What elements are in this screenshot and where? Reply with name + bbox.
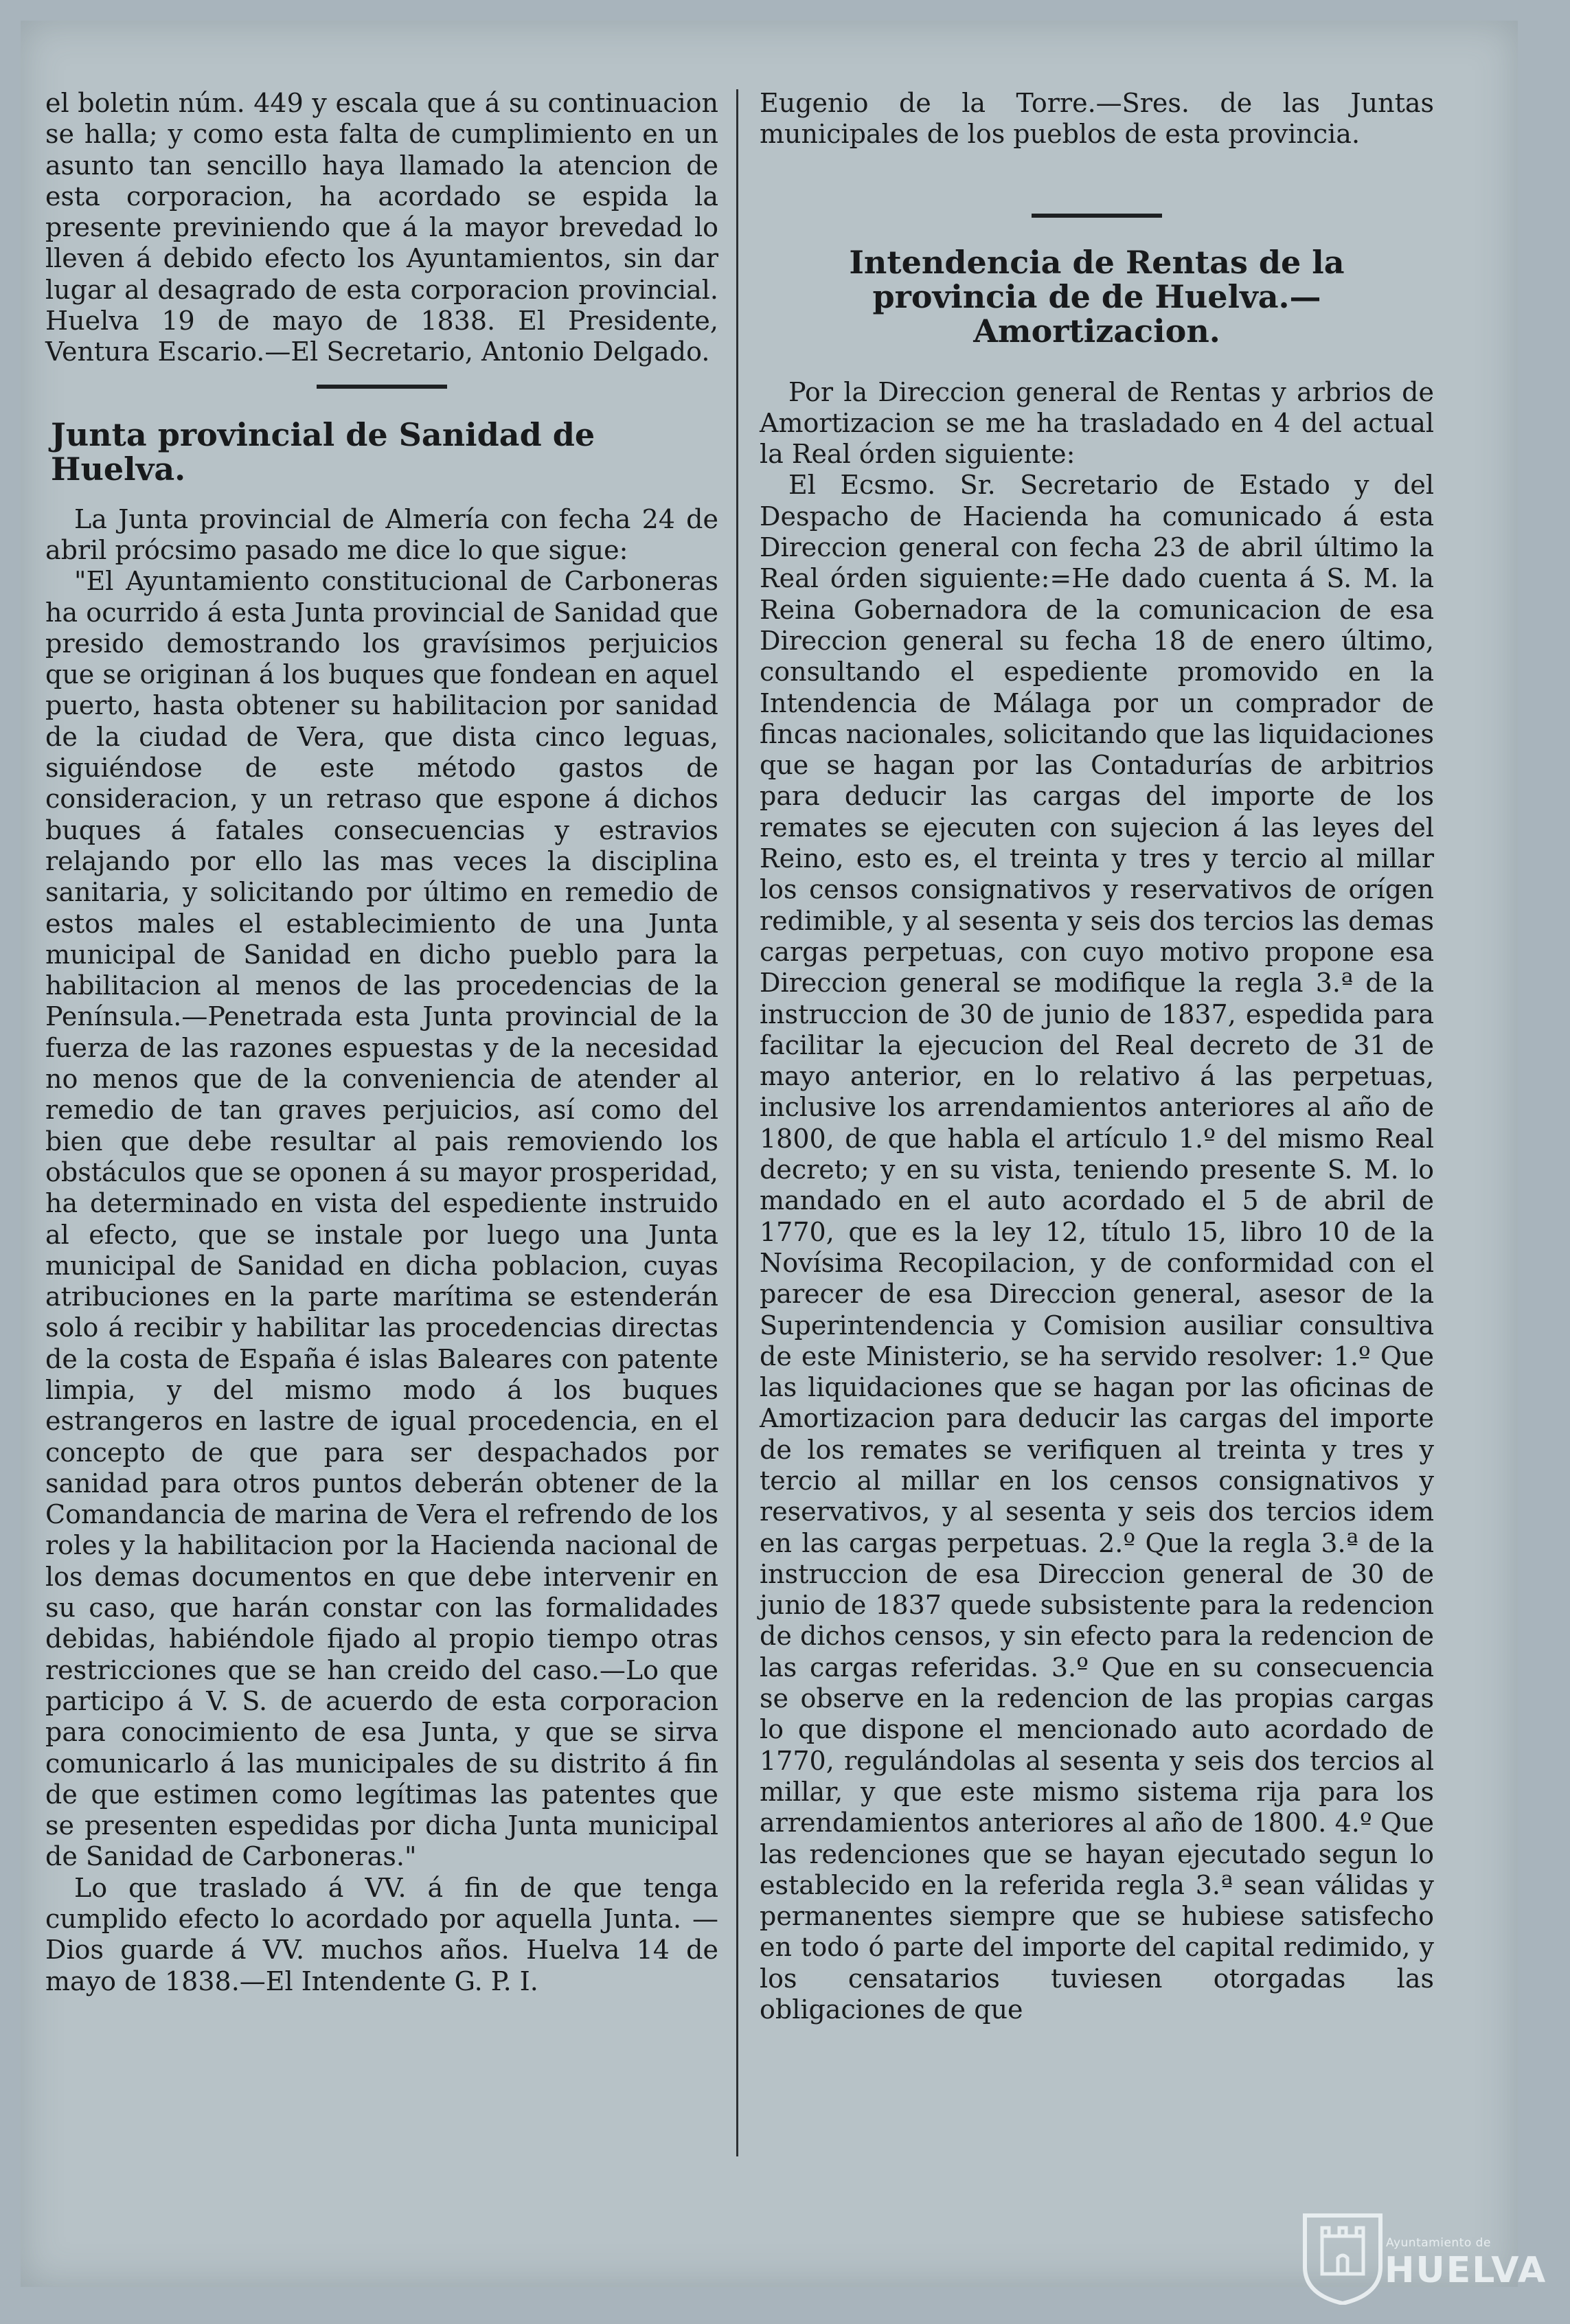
closing-paragraph: Lo que traslado á VV. á fin de que tenga cumplido efecto lo acordado por aquella Junta. —Dios guarde á VV. muchos años. Huelva 14 de mayo de 1838.—El Intendente G. P. I. xyxy=(45,1872,718,1996)
section-heading-sanidad: Junta provincial de Sanidad de Huelva. xyxy=(51,415,595,488)
signature-paragraph: Eugenio de la Torre.—Sres. de las Juntas municipales de los pueblos de esta provincia. xyxy=(760,88,1434,150)
watermark-small-text: Ayuntamiento de xyxy=(1386,2236,1491,2250)
intro-paragraph: Por la Direccion general de Rentas y arbrios de Amortizacion se me ha trasladado en 4 del actual la Real órden siguiente: xyxy=(760,376,1434,470)
ayuntamiento-watermark xyxy=(1298,2202,1547,2305)
left-column xyxy=(45,88,718,1997)
watermark-city-text: HUELVA xyxy=(1385,2250,1547,2291)
royal-order-paragraph: El Ecsmo. Sr. Secretario de Estado y del Despacho de Hacienda ha comunicado á esta Direccion general con fecha 23 de abril último la Real órden siguiente:=He dado cuenta á S. M. la Reina Gobernadora de la comunicacion de esa Direccion general su fecha 18 de enero último, consultando el espediente promovido en la Intendencia de Málaga por un comprador de fincas nacionales, solicitando que las liquidaciones que se hagan por las Contadurías de arbitrios para deducir las cargas del importe de los remates se ejecuten con sujecion á las leyes del Reino, esto es, el treinta y tres y tercio al millar los censos consignativos y reservativos de orígen redimible, y al sesenta y seis dos tercios las demas cargas perpetuas, con cuyo motivo propone esa Direccion general se modifique la regla 3.ª de la instruccion de 30 de junio de 1837, espedida para facilitar la ejecucion del Real decreto de 31 de mayo anterior, en lo relativo á las perpetuas, inclusive los arrendamientos anteriores al año de 1800, de que habla el artículo 1.º del mismo Real decreto; y en su vista, teniendo presente S. M. lo mandado en el auto acordado el 5 de abril de 1770, que es la ley 12, título 15, libro 10 de la Novísima Recopilacion, y de conformidad con el parecer de esa Direccion general, asesor de la Superintendencia y Comision ausiliar consultiva de este Ministerio, se ha servido resolver: 1.º Que las liquidaciones que se hagan por las oficinas de Amortizacion para deducir las cargas del importe de los remates se verifiquen al treinta y tres y tercio al millar en los censos consignativos y reservativos, y al sesenta y seis dos tercios idem en las cargas perpetuas. 2.º Que la regla 3.ª de la instruccion de esa Direccion general de 30 de junio de 1837 quede subsistente para la redencion de dichos censos, y sin efecto para la redencion de las cargas referidas. 3.º Que en su consecuencia se observe en la redencion de las propias cargas lo que dispone el mencionado auto acordado de 1770, regulándolas al sesenta y seis dos tercios al millar, y que este mismo sistema rija para los arrendamientos anteriores al año de 1800. 4.º Que las redenciones que se hayan ejecutado segun lo establecido en la referida regla 3.ª sean válidas y permanentes siempre que se hubiese satisfecho en todo ó parte del importe del capital redimido, y los censatarios tuviesen otorgadas las obligaciones de que xyxy=(760,470,1434,2025)
intro-paragraph: La Junta provincial de Almería con fecha 24 de abril prócsimo pasado me dice lo que sigue: xyxy=(45,503,718,565)
column-rule xyxy=(736,89,738,2156)
section-divider xyxy=(1032,214,1162,218)
quoted-paragraph: "El Ayuntamiento constitucional de Carboneras ha ocurrido á esta Junta provincial de Sanidad que presido demostrando los gravísimos perjuicios que se originan á los buques que fondean en aquel puerto, hasta obtener su habilitacion por sanidad de la ciudad de Vera, que dista cinco leguas, siguiéndose de este método gastos de consideracion, y un retraso que espone á dichos buques á fatales consecuencias y estravios relajando por ello las mas veces la disciplina sanitaria, y solicitando por último en remedio de estos males el establecimiento de una Junta municipal de Sanidad en dicho pueblo para la habilitacion al menos de las procedencias de la Península.—Penetrada esta Junta provincial de la fuerza de las razones espuestas y de la necesidad no menos que de la conveniencia de atender al remedio de tan graves perjuicios, así como del bien que debe resultar al pais removiendo los obstáculos que se oponen á su mayor prosperidad, ha determinado en vista del espediente instruido al efecto, que se instale por luego una Junta municipal de Sanidad en dicha poblacion, cuyas atribuciones en la parte marítima se estenderán solo á recibir y habilitar las procedencias directas de la costa de España é islas Baleares con patente limpia, y del mismo modo á los buques estrangeros en lastre de igual procedencia, en el concepto de que para ser despachados por sanidad para otros puntos deberán obtener de la Comandancia de marina de Vera el refrendo de los roles y la habilitacion por la Hacienda nacional de los demas documentos en que debe intervenir en su caso, que harán constar con las formalidades debidas, habiéndole fijado al propio tiempo otras restricciones que se han creido del caso.—Lo que participo á V. S. de acuerdo de esta corporacion para conocimiento de esa Junta, y que se sirva comunicarlo á las municipales de su distrito á fin de que estimen como legítimas las patentes que se presenten espedidas por dicha Junta municipal de Sanidad de Carboneras." xyxy=(45,566,718,1872)
right-column xyxy=(760,88,1434,2025)
continued-paragraph: el boletin núm. 449 y escala que á su continuacion se halla; y como esta falta de cumplimiento en un asunto tan sencillo haya llamado la atencion de esta corporacion, ha acordado se espida la presente previniendo que á la mayor brevedad lo lleven á debido efecto los Ayuntamientos, sin dar lugar al desagrado de esta corporacion provincial. Huelva 19 de mayo de 1838. El Presidente, Ventura Escario.—El Secretario, Antonio Delgado. xyxy=(45,88,718,367)
castle-crest-icon xyxy=(1298,2202,1387,2305)
section-heading-intendencia: Intendencia de Rentas de la provincia de de Huelva.—Amortizacion. xyxy=(849,243,1345,350)
section-divider xyxy=(317,385,447,389)
